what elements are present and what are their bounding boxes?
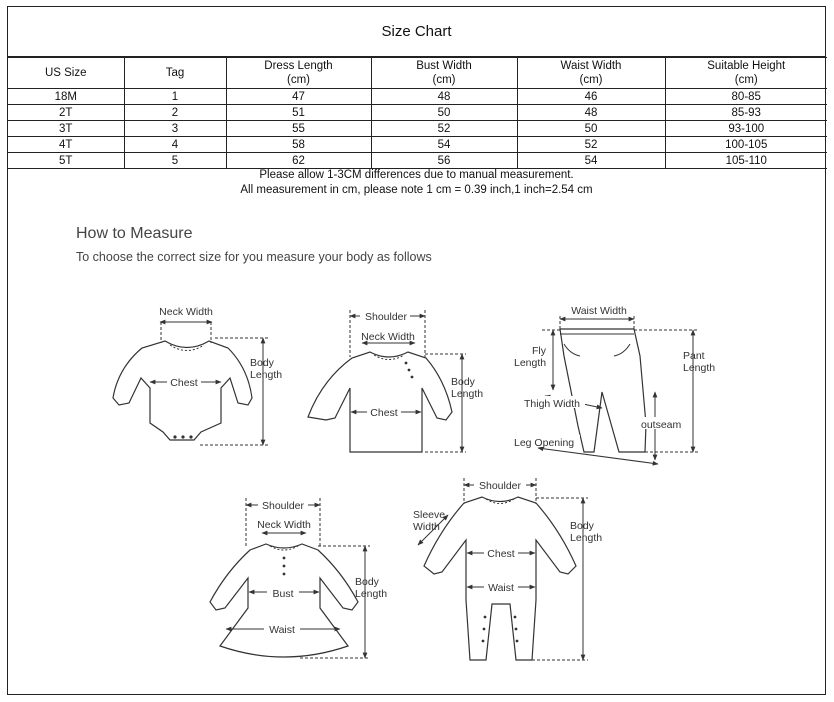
table-cell: 48: [517, 105, 665, 121]
table-cell: 1: [124, 89, 226, 105]
table-cell: 3T: [8, 121, 124, 137]
table-cell: 4T: [8, 137, 124, 153]
table-cell: 105-110: [665, 153, 827, 169]
dress-diagram: [210, 498, 387, 658]
column-header-label: Bust Width: [416, 60, 472, 72]
top-diagram: [308, 309, 483, 452]
bodysuit-neck-width-label: Neck Width: [159, 306, 213, 318]
bodysuit-chest-label: Chest: [170, 377, 198, 389]
table-cell: 4: [124, 137, 226, 153]
table-cell: 52: [371, 121, 517, 137]
romper-chest-label: Chest: [487, 548, 515, 560]
column-header-label: Waist Width: [560, 60, 622, 72]
table-cell: 85-93: [665, 105, 827, 121]
table-cell: 47: [226, 89, 371, 105]
table-cell: 5: [124, 153, 226, 169]
column-header-label: Dress Length: [264, 60, 333, 72]
top-shoulder-label: Shoulder: [364, 311, 408, 323]
dress-body-label: Body: [355, 576, 379, 588]
romper-sleeve-width-label: Width: [413, 521, 440, 533]
table-cell: 54: [371, 137, 517, 153]
table-cell: 2: [124, 105, 226, 121]
romper-waist-label: Waist: [488, 582, 514, 594]
bodysuit-body-label: Body: [250, 357, 274, 369]
table-cell: 51: [226, 105, 371, 121]
romper-sleeve-label: Sleeve: [413, 509, 446, 521]
table-cell: 55: [226, 121, 371, 137]
column-header-label: Suitable Height: [707, 60, 786, 72]
dress-bust-label: Bust: [272, 588, 294, 600]
table-cell: 58: [226, 137, 371, 153]
pants-fly-length-label: Length: [514, 357, 547, 369]
pants-diagram: [512, 305, 715, 464]
pants-outseam-label: outseam: [641, 419, 682, 431]
measurement-note: Please allow 1-3CM differences due to manual measurement.: [259, 169, 574, 181]
table-cell: 3: [124, 121, 226, 137]
table-cell: 46: [517, 89, 665, 105]
table-cell: 62: [226, 153, 371, 169]
pants-leg-opening-label: Leg Opening: [514, 437, 575, 449]
top-length-label: Length: [451, 388, 484, 400]
table-cell: 54: [517, 153, 665, 169]
romper-diagram: [413, 478, 602, 660]
column-header-unit: (cm): [734, 74, 758, 86]
table-cell: 48: [371, 89, 517, 105]
column-header-label: Tag: [165, 67, 185, 79]
romper-outline: [424, 497, 576, 660]
how-to-measure-subheading: To choose the correct size for you measure your body as follows: [76, 250, 432, 264]
conversion-note: All measurement in cm, please note 1 cm = 0.39 inch,1 inch=2.54 cm: [240, 184, 593, 196]
pants-waist-width-label: Waist Width: [571, 305, 627, 317]
table-cell: 2T: [8, 105, 124, 121]
pants-fly-label: Fly: [532, 345, 546, 357]
column-header-label: US Size: [44, 67, 87, 79]
top-neck-width-label: Neck Width: [361, 331, 415, 343]
table-cell: 18M: [8, 89, 124, 105]
bodysuit-length-label: Length: [250, 369, 283, 381]
dress-outline: [210, 544, 358, 657]
top-outline: [308, 352, 452, 452]
chart-title: Size Chart: [8, 7, 825, 57]
romper-length-label: Length: [570, 532, 603, 544]
top-body-label: Body: [451, 376, 475, 388]
table-cell: 5T: [8, 153, 124, 169]
dress-waist-label: Waist: [269, 624, 295, 636]
table-cell: 93-100: [665, 121, 827, 137]
column-header-unit: (cm): [579, 74, 603, 86]
table-cell: 50: [517, 121, 665, 137]
pants-pant-label: Pant: [683, 350, 705, 362]
table-cell: 56: [371, 153, 517, 169]
table-cell: 80-85: [665, 89, 827, 105]
table-cell: 52: [517, 137, 665, 153]
pants-thigh-width-label: Thigh Width: [524, 398, 581, 410]
bodysuit-diagram: [113, 306, 282, 445]
pants-pant-length-label: Length: [683, 362, 716, 374]
romper-body-label: Body: [570, 520, 594, 532]
how-to-measure-heading: How to Measure: [76, 225, 193, 242]
top-chest-label: Chest: [370, 407, 398, 419]
table-cell: 50: [371, 105, 517, 121]
dress-length-label: Length: [355, 588, 388, 600]
pants-outline: [560, 329, 646, 452]
bodysuit-outline: [113, 341, 252, 440]
dress-shoulder-label: Shoulder: [261, 500, 305, 512]
romper-shoulder-label: Shoulder: [478, 480, 522, 492]
column-header-unit: (cm): [287, 74, 310, 86]
table-cell: 100-105: [665, 137, 827, 153]
column-header-unit: (cm): [432, 74, 456, 86]
dress-neck-width-label: Neck Width: [257, 519, 311, 531]
